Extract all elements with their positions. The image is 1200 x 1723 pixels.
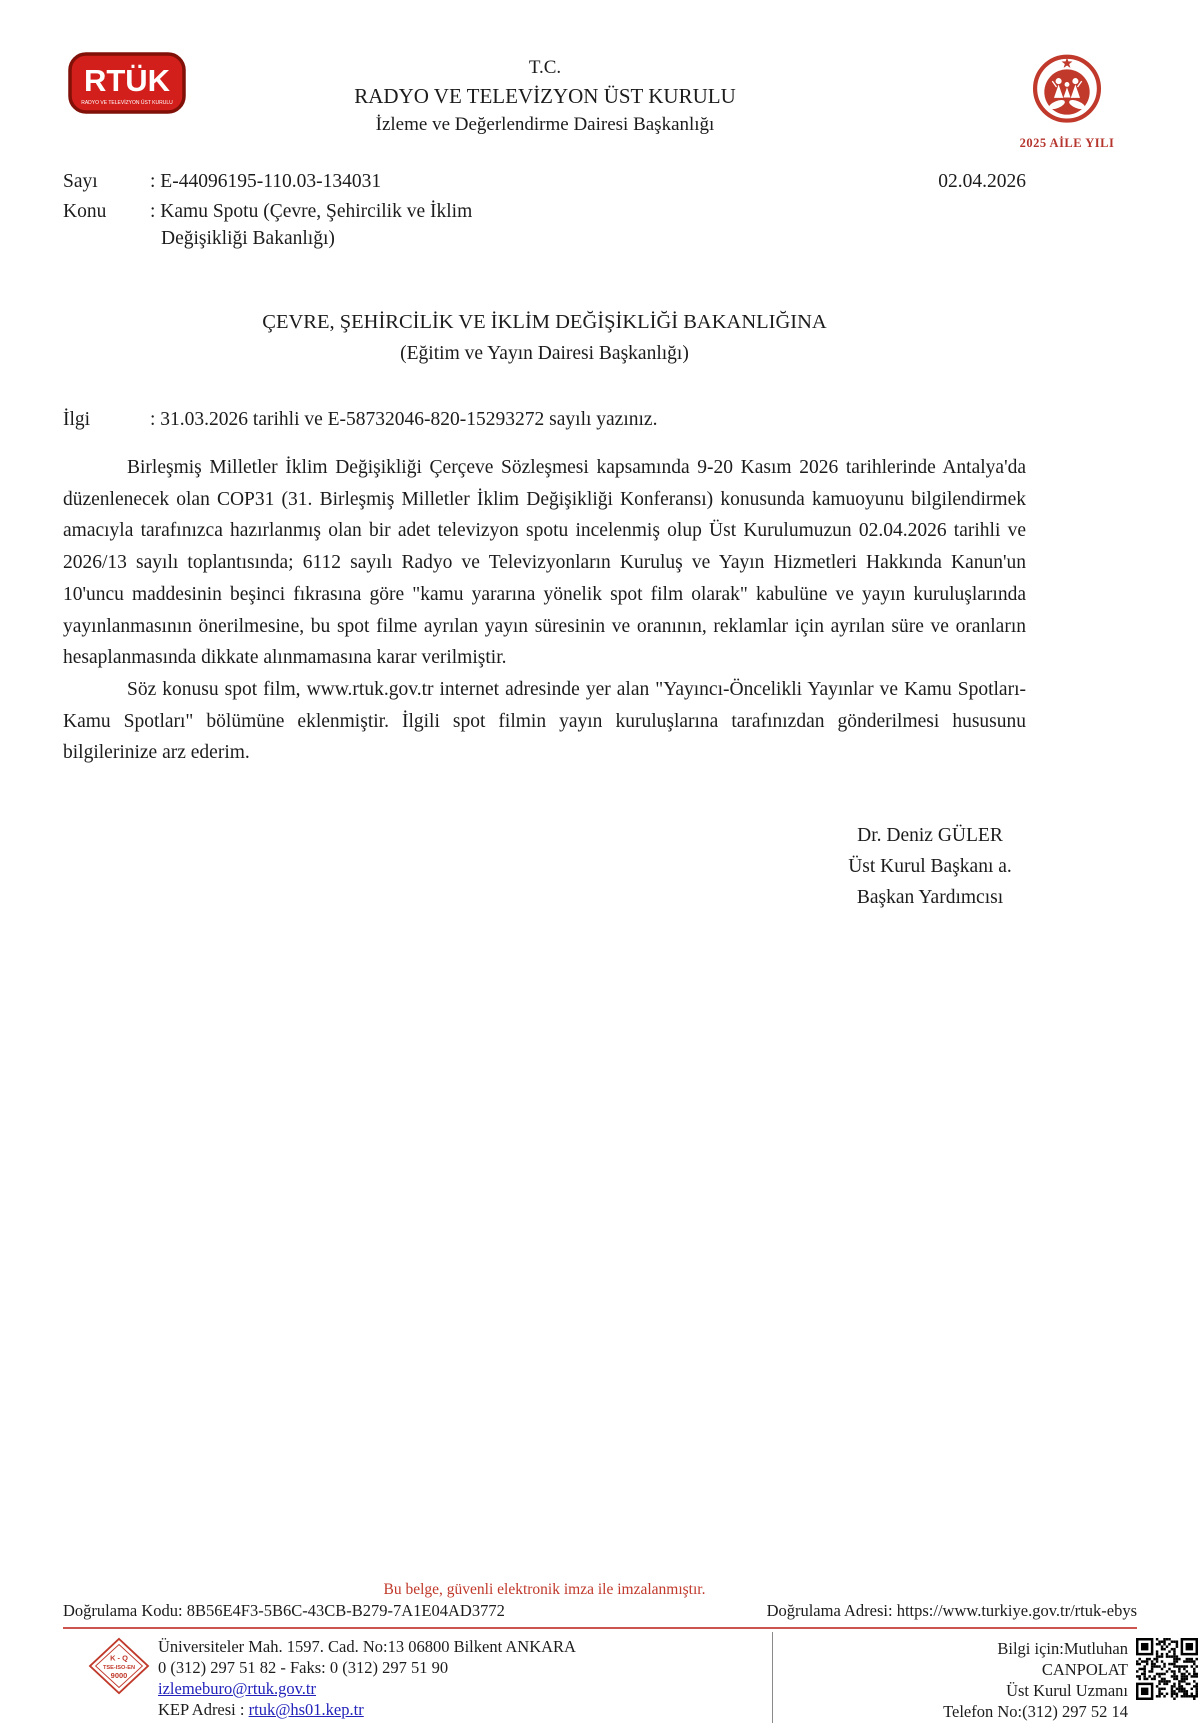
konu-value-line1: : Kamu Spotu (Çevre, Şehircilik ve İklim	[150, 201, 473, 222]
footer-vertical-divider	[772, 1632, 773, 1723]
body-paragraph-2: Söz konusu spot film, www.rtuk.gov.tr internet adresinde yer alan "Yayıncı-Öncelikli Yayınlar ve Kamu Spotları-Kamu Spotları" bölümüne eklenmiştir. İlgili spot filmin yayın kuruluşlarına tarafınızdan gönderilmesi hususunu bilgilerinize arz ederim.	[63, 678, 1026, 764]
tse-line1: K - Q	[110, 1653, 128, 1663]
kep-link[interactable]: rtuk@hs01.kep.tr	[248, 1700, 364, 1719]
qr-code-icon	[1136, 1638, 1198, 1700]
signer-title-1: Üst Kurul Başkanı a.	[848, 856, 1012, 877]
family-year-label: 2025 AİLE YILI	[1019, 136, 1115, 150]
letterhead-tc: T.C.	[528, 57, 562, 78]
recipient-title: ÇEVRE, ŞEHİRCİLİK VE İKLİM DEĞİŞİKLİĞİ BAKANLIĞINA	[262, 311, 827, 333]
aile-yili-emblem	[1008, 50, 1126, 151]
sayi-value: : E-44096195-110.03-134031	[150, 171, 382, 192]
verification-code: Doğrulama Kodu: 8B56E4F3-5B6C-43CB-B279-7A1E04AD3772	[63, 1601, 505, 1620]
ilgi-label: İlgi	[63, 409, 91, 430]
document-date: 02.04.2026	[938, 171, 1026, 192]
signer-title-2: Başkan Yardımcısı	[856, 887, 1004, 908]
verification-address: Doğrulama Adresi: https://www.turkiye.gov.tr/rtuk-ebys	[766, 1601, 1137, 1620]
letterhead	[245, 57, 845, 136]
konu-value-line2: Değişikliği Bakanlığı)	[161, 228, 335, 249]
signer-name: Dr. Deniz GÜLER	[857, 825, 1003, 846]
contact-address-block	[158, 1636, 758, 1720]
contact-name: CANPOLAT	[1041, 1660, 1128, 1679]
contact-prefix: Bilgi için:Mutluhan	[997, 1639, 1128, 1658]
recipient-block	[63, 311, 1026, 365]
tse-line3: 9000	[110, 1671, 128, 1681]
email-link[interactable]: izlemeburo@rtuk.gov.tr	[158, 1679, 316, 1698]
sayi-label: Sayı	[63, 171, 98, 192]
tse-iso-logo-icon	[88, 1637, 150, 1695]
verification-row	[63, 1601, 1137, 1621]
esignature-note: Bu belge, güvenli elektronik imza ile imzalanmıştır.	[383, 1581, 706, 1598]
letterhead-institution: RADYO VE TELEVİZYON ÜST KURULU	[354, 84, 736, 108]
rtuk-logo-icon	[68, 52, 186, 114]
signature-block	[760, 820, 1100, 913]
rtuk-logo-text: RTÜK	[83, 63, 171, 98]
contact-phone: Telefon No:(312) 297 52 14	[943, 1702, 1128, 1721]
contact-person-block	[780, 1638, 1128, 1722]
address-line-1: Üniversiteler Mah. 1597. Cad. No:13 06800 Bilkent ANKARA	[158, 1637, 576, 1656]
tse-line2: TSE-ISO-EN	[102, 1664, 136, 1671]
body-paragraph-1: Birleşmiş Milletler İklim Değişikliği Çerçeve Sözleşmesi kapsamında 9-20 Kasım 2026 tarihlerinde Antalya'da düzenlenecek olan COP31 (31. Birleşmiş Milletler İklim Değişikliği Konferansı) konusunda kamuoyunu bilgilendirmek amacıyla tarafınızca hazırlanmış olan bir adet televizyon spotu incelenmiş olup Üst Kurulumuzun 02.04.2026 tarihli ve 2026/13 sayılı toplantısında; 6112 sayılı Radyo ve Televizyonların Kuruluş ve Yayın Hizmetleri Hakkında Kanun'un 10'uncu maddesinin beşinci fıkrasına göre "kamu yararına yönelik spot film olarak" kabulüne ve yayın kuruluşlarında yayınlanmasının önerilmesine, bu spot filme ayrılan yayın süresinin ve oranının, reklamlar için ayrılan süre ve oranların hesaplanmasında dikkate alınmamasına karar verilmiştir.	[63, 457, 1026, 669]
letterhead-department: İzleme ve Değerlendirme Dairesi Başkanlığı	[375, 114, 715, 135]
recipient-subtitle: (Eğitim ve Yayın Dairesi Başkanlığı)	[400, 343, 689, 364]
rtuk-logo-subtext: RADYO VE TELEVİZYON ÜST KURULU	[81, 100, 173, 106]
footer-divider	[63, 1627, 1137, 1629]
letter-body	[63, 452, 1026, 769]
contact-title: Üst Kurul Uzmanı	[1006, 1681, 1128, 1700]
kep-label: KEP Adresi :	[158, 1700, 249, 1719]
address-line-2: 0 (312) 297 51 82 - Faks: 0 (312) 297 51 90	[158, 1658, 449, 1677]
family-year-icon	[1025, 50, 1109, 134]
ilgi-value: : 31.03.2026 tarihli ve E-58732046-820-15293272 sayılı yazınız.	[150, 409, 658, 430]
konu-label: Konu	[63, 201, 107, 222]
